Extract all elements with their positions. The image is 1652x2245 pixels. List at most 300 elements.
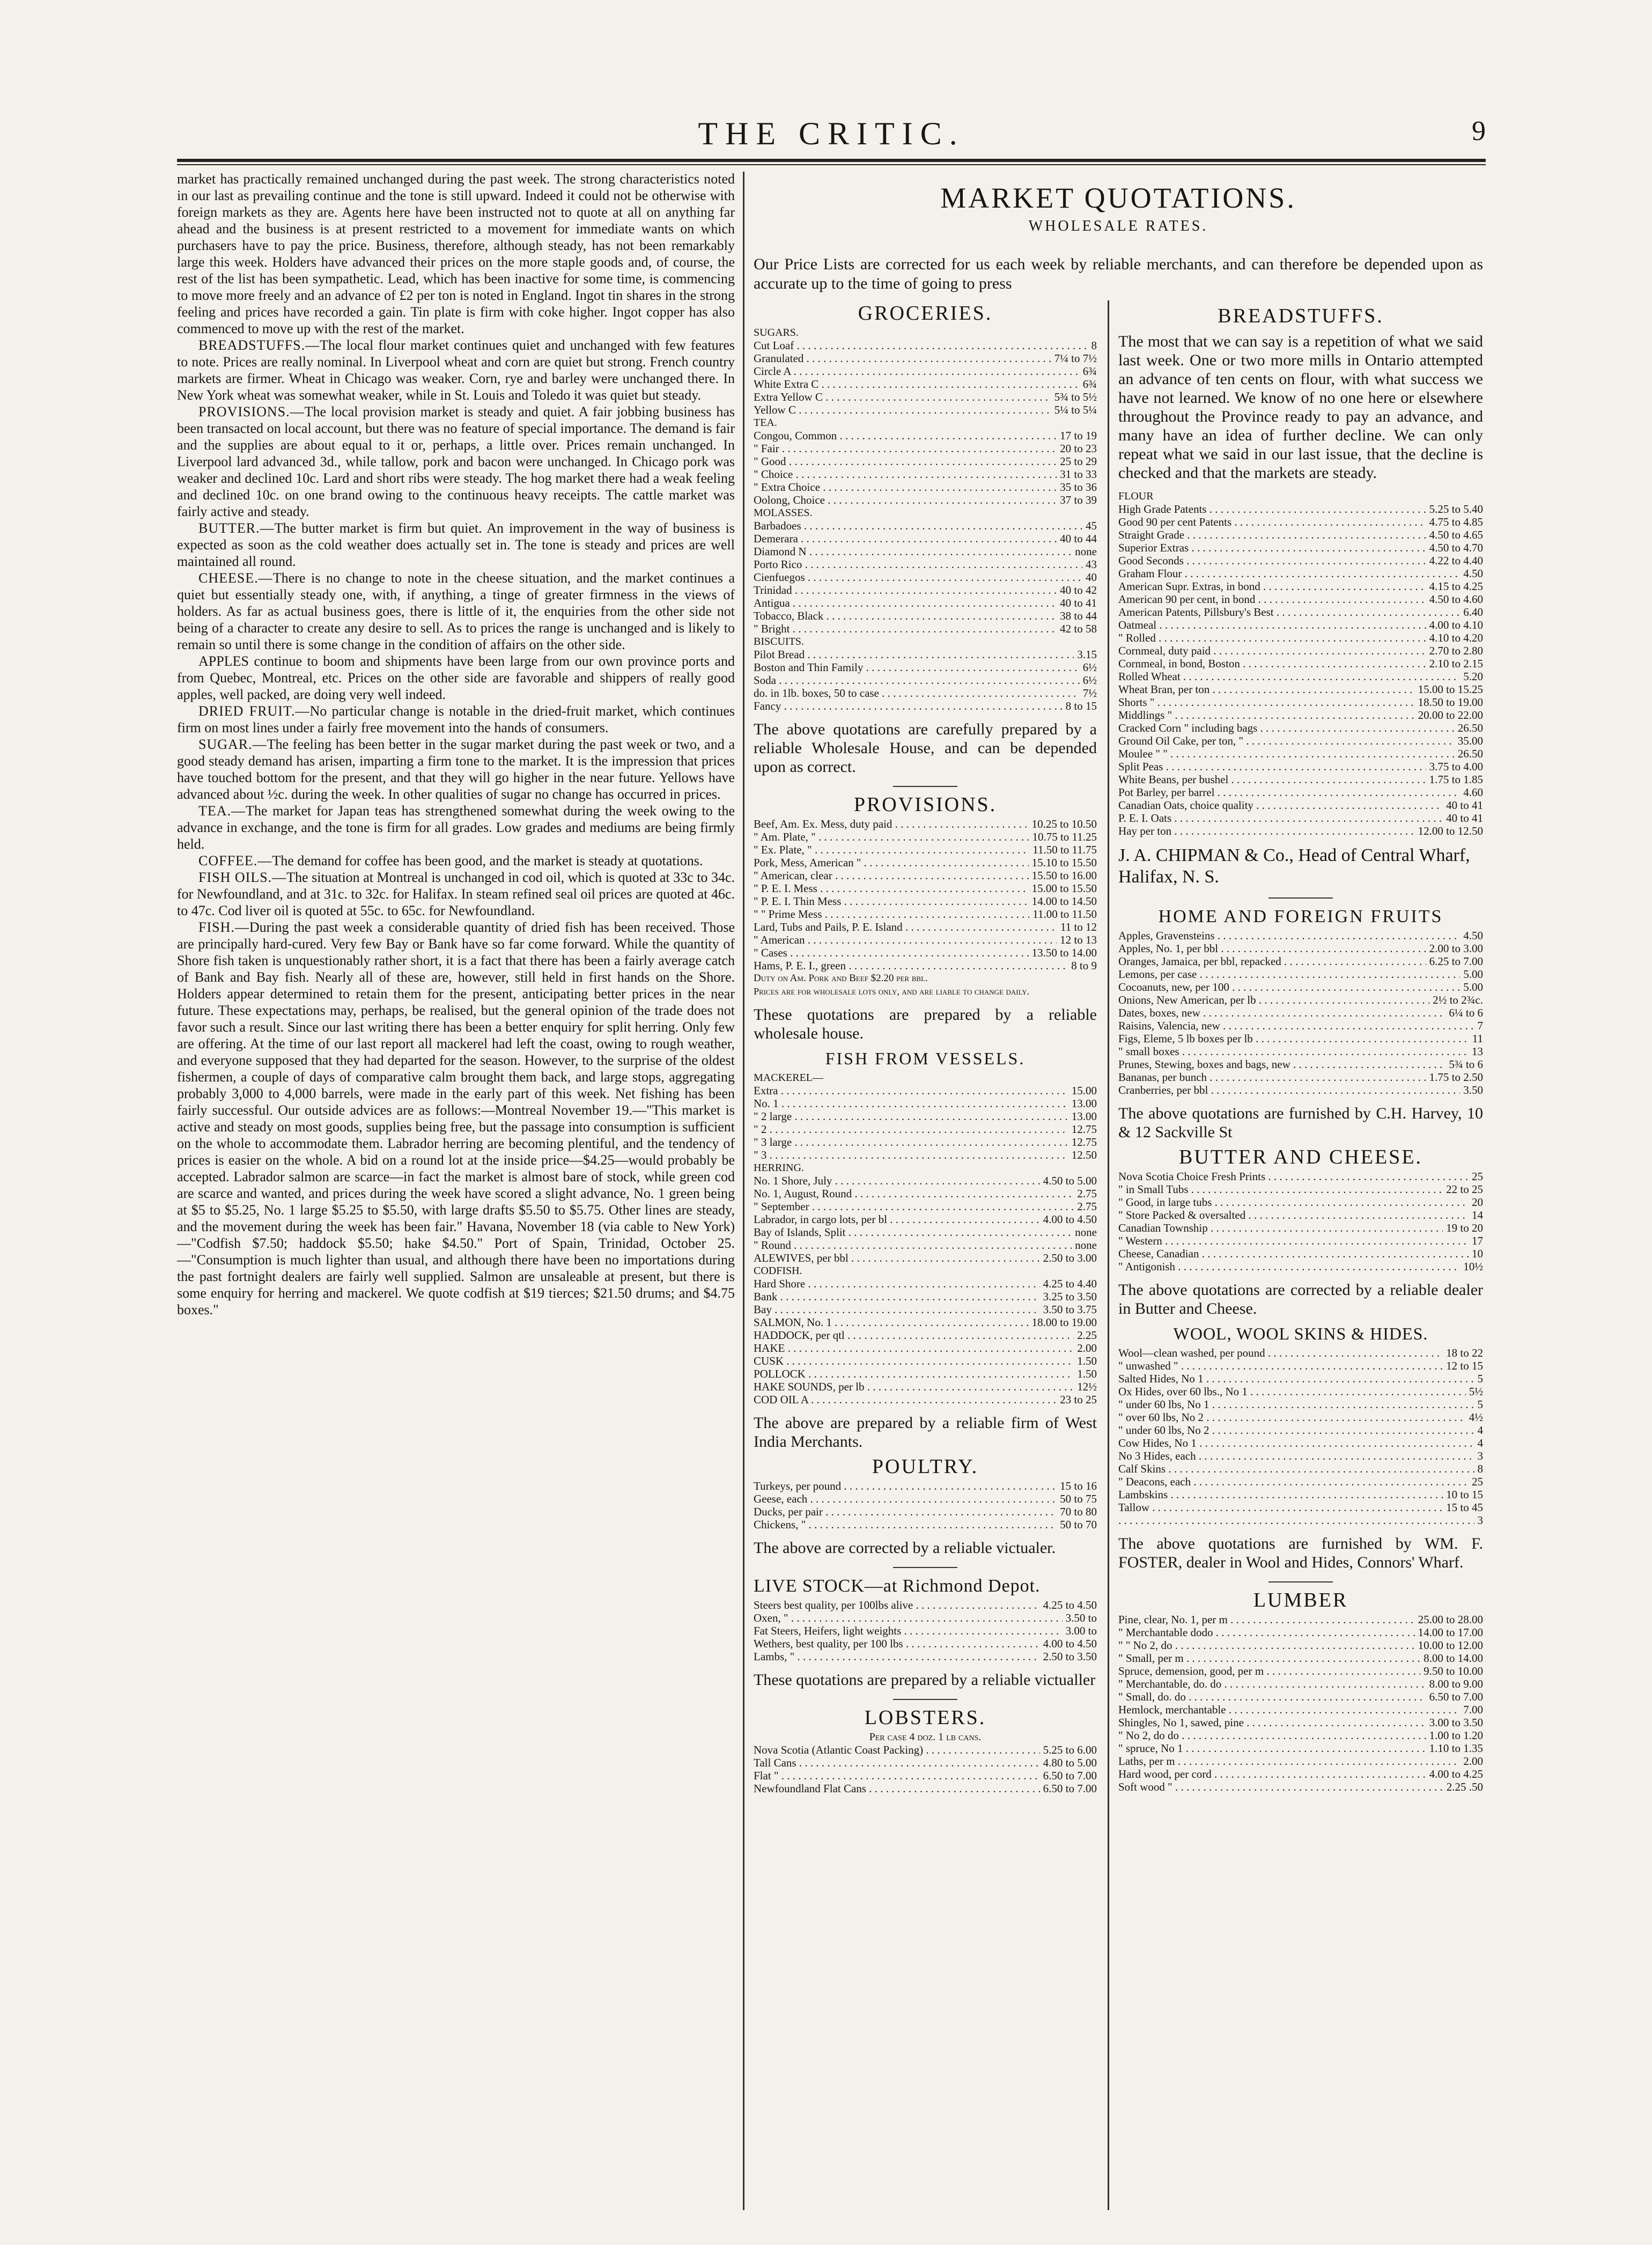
item-price: 15.00 [1071,1084,1097,1097]
price-row [754,1239,1097,1252]
price-row [754,1174,1097,1187]
item-price: 25 to 29 [1060,455,1097,468]
paragraph-dried-fruit: DRIED FRUIT.—No particular change is notable in the dried-fruit market, which continues firm on most lines under a fairly free movement into the hands of consumers. [177,703,735,735]
item-name: Cienfuegos . . . [754,571,1082,584]
item-name: Figs, Eleme, 5 lb boxes per lb . . . [1118,1032,1469,1045]
price-row [754,339,1097,352]
price-row [754,558,1097,571]
item-price: 4.75 to 4.85 [1429,516,1483,528]
market-intro: Our Price Lists are corrected for us each week by reliable merchants, and can therefore be depended upon as accurate up to the time of going to press [754,255,1483,292]
market-quotations-header [754,171,1483,240]
butter-list [1118,1170,1483,1273]
price-row [754,933,1097,946]
item-name: Cornmeal, duty paid . . . [1118,644,1426,657]
item-price: 4.25 to 4.50 [1043,1599,1097,1611]
item-name: " P. E. I. Thin Mess . . . [754,895,1029,908]
paragraph-fish-oils: FISH OILS.—The situation at Montreal is unchanged in cod oil, which is quoted at 33c to 34c. for Newfoundland, and at 31c. to 32c. for Halifax. In steam refined seal oil prices are quoted at 46c. to 47c. Cod liver oil is quoted at 55c. to 65c. for Newfoundland. [177,870,735,918]
item-price: 1.10 to 1.35 [1429,1742,1483,1755]
price-row [754,609,1097,622]
price-row [1118,1703,1483,1716]
item-name: " Cases . . . [754,946,1029,959]
item-price: 37 to 39 [1060,494,1097,506]
item-name: Pot Barley, per barrel . . . [1118,786,1460,799]
item-price: 40 to 41 [1446,799,1483,812]
price-row [1118,747,1483,760]
item-price: 4.00 to 4.10 [1429,619,1483,631]
item-price: 31 to 33 [1060,468,1097,481]
item-name: Lambskins . . . [1118,1488,1443,1501]
tea-list [754,429,1097,506]
item-name: " 2 large . . . [754,1110,1068,1123]
price-row [754,674,1097,687]
item-name: " under 60 lbs, No 2 . . . [1118,1424,1474,1437]
price-row [1118,1346,1483,1359]
breadstuffs-dealer: J. A. CHIPMAN & Co., Head of Central Wharf, Halifax, N. S. [1118,845,1470,887]
price-row [1118,541,1483,554]
item-price: 11 to 12 [1060,921,1097,933]
codfish-list [754,1277,1097,1406]
price-row [754,1277,1097,1290]
biscuits-label: BISCUITS. [754,636,804,647]
price-row [1118,1488,1483,1501]
item-price: 14.00 to 14.50 [1031,895,1097,908]
item-name: Congou, Common . . . [754,429,1057,442]
item-name: Cranberries, per bbl . . . [1118,1084,1460,1096]
flour-label: FLOUR [1118,490,1154,502]
item-price: 1.50 [1077,1355,1097,1367]
item-price: 20.00 to 22.00 [1418,709,1483,722]
item-price: 3 [1477,1514,1483,1527]
price-row [754,687,1097,700]
item-price: 12.75 [1071,1136,1097,1149]
item-price: 19 to 20 [1446,1221,1483,1234]
item-name: Canadian Township . . . [1118,1221,1443,1234]
item-price: 7½ [1082,687,1097,700]
divider [1268,897,1333,899]
wool-note: The above quotations are furnished by WM. F. FOSTER, dealer in Wool and Hides, Connors' Wharf. [1118,1535,1483,1571]
item-price: 13.00 [1071,1110,1097,1123]
price-row [1118,696,1483,709]
item-price: 10 [1472,1247,1483,1260]
item-name: " Extra Choice . . . [754,481,1057,494]
price-row [754,869,1097,882]
price-row [754,1084,1097,1097]
price-row [754,1505,1097,1518]
price-row [1118,1716,1483,1729]
item-price: 5.25 to 6.00 [1043,1743,1097,1756]
molasses-label: MOLASSES. [754,507,813,519]
item-price: 20 to 23 [1060,442,1097,455]
item-price: 10.25 to 10.50 [1031,818,1097,830]
molasses-list [754,519,1097,609]
price-row [1118,1411,1483,1424]
price-row [1118,644,1483,657]
item-price: 4.15 to 4.25 [1429,580,1483,593]
price-row [754,1200,1097,1213]
price-row [754,1303,1097,1316]
item-name: Granulated . . . [754,352,1051,365]
lumber-list [1118,1613,1483,1793]
item-name: " 2 . . . [754,1123,1068,1136]
item-price: 4.50 to 4.60 [1429,593,1483,606]
price-row [1118,760,1483,773]
item-price: 5¼ to 5¼ [1054,403,1097,416]
item-name: Nova Scotia Choice Fresh Prints . . . [1118,1170,1469,1183]
item-name: Ground Oil Cake, per ton, " . . . [1118,734,1455,747]
price-row [1118,1032,1483,1045]
codfish-label: CODFISH. [754,1265,802,1277]
item-price: 6.40 [1463,606,1483,619]
wool-heading: WOOL, WOOL SKINS & HIDES. [1173,1324,1428,1343]
item-price: 18 to 22 [1446,1346,1483,1359]
item-price: 8 to 15 [1065,700,1097,712]
paragraph-sugar: SUGAR.—The feeling has been better in the sugar market during the past week or two, and a good steady demand has arisen, imparting a firm tone to the market. It is the impression that prices have touched bottom for the present, and that they will go higher in the near future. Yellows have advanced about ½c. during the week. In other qualities of sugar no change has occurred in prices. [177,737,735,802]
item-name: " Antigonish . . . [1118,1260,1460,1273]
item-name: Tobacco, Black . . . [754,609,1057,622]
item-price: 4 [1477,1424,1483,1437]
item-name: Extra . . . [754,1084,1068,1097]
item-name: " small boxes . . . [1118,1045,1469,1058]
item-name: Dates, boxes, new . . . [1118,1006,1446,1019]
price-row [1118,1045,1483,1058]
item-name: Calf Skins . . . [1118,1462,1474,1475]
price-row [1118,1071,1483,1084]
biscuits-list [754,648,1097,712]
item-price: 7 [1477,1019,1483,1032]
price-row [754,1342,1097,1355]
item-price: 6.50 to 7.00 [1043,1769,1097,1782]
item-name: Apples, Gravensteins . . . [1118,929,1460,942]
item-name: Chickens, " . . . [754,1518,1057,1531]
item-price: 4.00 to 4.50 [1043,1637,1097,1650]
item-name: " Am. Plate, " . . . [754,830,1029,843]
item-price: 11 [1472,1032,1483,1045]
item-price: 11.00 to 11.50 [1032,908,1097,921]
item-price: 11.50 to 11.75 [1032,843,1097,856]
item-name: " Merchantable dodo . . . [1118,1626,1415,1639]
item-price: 3.50 to 3.75 [1043,1303,1097,1316]
item-price: 40 to 42 [1060,584,1097,597]
price-row [754,1611,1097,1624]
item-price: 1.75 to 2.50 [1429,1071,1483,1084]
fruits-list [1118,929,1483,1096]
item-price: 3.00 to 3.50 [1429,1716,1483,1729]
lobsters-list [754,1743,1097,1795]
wholesale-rates-subtitle: WHOLESALE RATES. [1028,218,1208,234]
item-price: 1.00 to 1.20 [1429,1729,1483,1742]
item-price: 2.75 [1077,1200,1097,1213]
item-name: Barbadoes . . . [754,519,1082,532]
item-price: 23 to 25 [1060,1393,1097,1406]
butter-note: The above quotations are corrected by a reliable dealer in Butter and Cheese. [1118,1281,1483,1317]
item-price: 14.00 to 17.00 [1418,1626,1483,1639]
price-row [1118,773,1483,786]
item-name: " Choice . . . [754,468,1057,481]
item-name: No. 1, August, Round . . . [754,1187,1074,1200]
divider [1268,1581,1333,1582]
item-name: " Small, per m . . . [1118,1652,1420,1665]
item-price: 4.00 to 4.25 [1429,1768,1483,1780]
item-name: Soda . . . [754,674,1080,687]
price-row [1118,1398,1483,1411]
provisions-note: These quotations are prepared by a reliable wholesale house. [754,1006,1097,1042]
price-row [1118,1639,1483,1652]
item-name: Onions, New American, per lb . . . [1118,993,1429,1006]
item-name: Cracked Corn " including bags . . . [1118,722,1455,734]
item-name: Labrador, in cargo lots, per bl . . . [754,1213,1040,1226]
item-price: 5½ [1469,1385,1483,1398]
item-name: " Western . . . [1118,1234,1469,1247]
item-name: " P. E. I. Mess . . . [754,882,1029,895]
item-name: Geese, each . . . [754,1492,1057,1505]
item-price: 13.00 [1071,1097,1097,1110]
item-name: " Round . . . [754,1239,1072,1252]
price-row [754,882,1097,895]
price-row [1118,1221,1483,1234]
market-quotations-title: MARKET QUOTATIONS. [940,182,1296,214]
price-row [1118,1475,1483,1488]
item-name: Cow Hides, No 1 . . . [1118,1437,1474,1449]
price-row [754,1355,1097,1367]
price-row [1118,1665,1483,1677]
lobsters-heading: LOBSTERS. [864,1706,986,1729]
item-price: 4.50 to 5.00 [1043,1174,1097,1187]
price-row [1118,567,1483,580]
paragraph-coffee: COFFEE.—The demand for coffee has been good, and the market is steady at quotations. [198,853,703,868]
item-name: Straight Grade . . . [1118,528,1426,541]
item-price: 7¼ to 7½ [1054,352,1097,365]
item-name: " Small, do. do . . . [1118,1690,1426,1703]
item-price: 4½ [1469,1411,1483,1424]
poultry-list [754,1480,1097,1531]
item-name: Soft wood " . . . [1118,1780,1443,1793]
price-row [1118,1652,1483,1665]
item-price: 25 [1472,1475,1483,1488]
item-price: 2½ to 2¾c. [1433,993,1483,1006]
item-price: 15 to 16 [1060,1480,1097,1492]
item-price: 6¼ to 6 [1449,1006,1483,1019]
item-price: 12.00 to 12.50 [1418,825,1483,837]
breadstuffs-heading: BREADSTUFFS. [1218,305,1384,327]
price-row [1118,799,1483,812]
price-row [1118,580,1483,593]
price-row [1118,722,1483,734]
price-row [1118,981,1483,993]
price-row [754,895,1097,908]
item-price: 8.00 to 9.00 [1429,1677,1483,1690]
groceries-note: The above quotations are carefully prepared by a reliable Wholesale House, and can be depended upon as correct. [754,720,1097,776]
item-price: 8 [1477,1462,1483,1475]
item-price: 12.75 [1071,1123,1097,1136]
item-name: HADDOCK, per qtl . . . [754,1329,1074,1342]
item-price: 6½ [1082,661,1097,674]
item-price: 2.00 [1077,1342,1097,1355]
item-name: No 3 Hides, each . . . [1118,1449,1474,1462]
divider [893,1699,957,1700]
item-name: HAKE . . . [754,1342,1074,1355]
item-price: 40 to 41 [1446,812,1483,825]
price-row [1118,1613,1483,1626]
price-row [1118,1768,1483,1780]
quotations-middle-column [754,298,1097,1795]
item-name: Rolled Wheat . . . [1118,670,1460,683]
fruits-heading: HOME AND FOREIGN FRUITS [1158,907,1443,926]
price-row [754,1149,1097,1161]
price-row [1118,955,1483,968]
price-row [754,584,1097,597]
fruits-note: The above quotations are furnished by C.H. Harvey, 10 & 12 Sackville St [1118,1105,1483,1141]
item-name: Flat " . . . [754,1769,1040,1782]
price-row [754,1110,1097,1123]
item-price: 15.10 to 15.50 [1031,856,1097,869]
item-name: Hard Shore . . . [754,1277,1040,1290]
item-price: 4 [1477,1437,1483,1449]
price-row [754,352,1097,365]
price-row [754,1380,1097,1393]
item-name: White Extra C . . . [754,378,1080,391]
item-name: Lard, Tubs and Pails, P. E. Island . . . [754,921,1057,933]
item-price: 50 to 75 [1060,1492,1097,1505]
item-price: 3.25 to 3.50 [1043,1290,1097,1303]
price-row [754,1480,1097,1492]
item-name: Split Peas . . . [1118,760,1426,773]
price-row [754,1518,1097,1531]
item-name: Superior Extras . . . [1118,541,1426,554]
item-name: " under 60 lbs, No 1 . . . [1118,1398,1474,1411]
item-name: Prunes, Stewing, boxes and bags, new . . . [1118,1058,1446,1071]
item-price: 3.75 to 4.00 [1429,760,1483,773]
item-name: Porto Rico . . . [754,558,1082,571]
price-row [754,391,1097,403]
item-name: Yellow C . . . [754,403,1051,416]
item-price: 10.75 to 11.25 [1032,830,1097,843]
paragraph-tea: TEA.—The market for Japan teas has strengthened somewhat during the week owing to the advance in exchange, and the tone is firm for all grades. Low grades and mediums are being firmly held. [177,803,735,852]
provisions-duty: Duty on Am. Pork and Beef $2.20 per bbl. [754,973,928,984]
item-name: ALEWIVES, per bbl . . . [754,1252,1040,1264]
divider [893,786,957,787]
item-name: Diamond N . . . [754,545,1072,558]
price-row [754,622,1097,635]
item-name [1118,1514,1474,1527]
item-price: 2.50 to 3.00 [1043,1252,1097,1264]
item-name: " " No 2, do . . . [1118,1639,1415,1652]
column-divider-right [1108,300,1109,2210]
provisions-caveat: Prices are for wholesale lots only, and are liable to change daily. [754,986,1030,997]
price-row [754,455,1097,468]
price-row [754,378,1097,391]
price-row [754,1213,1097,1226]
item-name: " 3 . . . [754,1149,1068,1161]
item-price: none [1075,545,1097,558]
item-price: 2.00 [1463,1755,1483,1768]
price-row [754,1393,1097,1406]
item-name: Nova Scotia (Atlantic Coast Packing) . . . [754,1743,1040,1756]
item-name: Tall Cans . . . [754,1756,1040,1769]
item-price: 40 to 44 [1060,532,1097,545]
item-price: 2.10 to 2.15 [1429,657,1483,670]
item-price: 17 [1472,1234,1483,1247]
item-price: 6.25 to 7.00 [1429,955,1483,968]
item-price: 12.50 [1071,1149,1097,1161]
price-row [1118,1260,1483,1273]
item-name: Lambs, " . . . [754,1650,1040,1663]
item-name: Cocoanuts, new, per 100 . . . [1118,981,1460,993]
item-name: " Good, in large tubs . . . [1118,1196,1469,1209]
price-row [754,1316,1097,1329]
price-row [1118,670,1483,683]
price-row [1118,1755,1483,1768]
item-price: 2.25 .50 [1446,1780,1483,1793]
item-price: 15.00 to 15.50 [1031,882,1097,895]
price-row [1118,1359,1483,1372]
item-price: 35.00 [1457,734,1483,747]
item-price: 4.60 [1463,786,1483,799]
paragraph-fish: FISH.—During the past week a considerable quantity of dried fish has been received. Those are principally hard-cured. Very few Bay or Bank have so far come forward. While the quantity of Shore fish taken is unquestionably rather short, it is a fact that there has been a fairly average catch of Bank and Bay fish. Nearly all of these are, however, still held in first hands on the Shore. Holders appear determined to retain them for the present, anticipating better prices in the near future. These expectations may, perhaps, be realised, but the general opinion of the trade does not favor such a result. Since our last writing there has been a better enquiry for split herring. Only few are offering. At the time of our last report all mackerel had left the coast, owing to rough weather, and everyone supposed that they had departed for the season. However, to the surprise of the oldest fishermen, a couple of days of comparative calm brought them back, and large stops, aggregating probably 3,000 to 4,000 barrels, were made in the early part of this week. Net fishing has been fairly successful. Our outside advices are as follows:—Montreal November 19.—"This market is active and steady on most goods, supplies being free, but the passage into consumption is sufficient on the whole to accommodate them. Labrador herring are becoming plentiful, and the tendency of prices is easier on the whole. A bid on a round lot at the inside price—$4.25—would probably be accepted. Labrador salmon are scarce—in fact the market is almost bare of stock, while green cod are scarce and wanted, and prices during the week have scored a slight advance, No. 1 green being at $5 to $5.25, No. 1 large $5.25 to $5.50, with large drafts $5.50 to $5.75. Other lines are steady, and the movement during the week has been fair." Havana, November 18 (via cable to New York)—"Codfish $7.50; haddock $5.50; hake $4.50." Port of Spain, Trinidad, October 25.—"Consumption is much lighter than usual, and although there have been no importations during the past fortnight dealers are fairly well supplied. Salmon are unsaleable at present, but there is some enquiry for herring and mackerel. We quote codfish at $19 tierces; $21.50 drums; and $4.75 boxes." [177,919,735,1317]
item-price: 42 to 58 [1060,622,1097,635]
newspaper-title: THE CRITIC. [698,116,965,151]
item-name: Shingles, No 1, sawed, pine . . . [1118,1716,1426,1729]
price-row [1118,993,1483,1006]
item-name: Ox Hides, over 60 lbs., No 1 . . . [1118,1385,1466,1398]
item-price: 10½ [1463,1260,1483,1273]
price-row [1118,1385,1483,1398]
price-row [754,648,1097,661]
divider [893,1567,957,1568]
price-row [1118,516,1483,528]
item-name: Wheat Bran, per ton . . . [1118,683,1415,696]
item-name: No. 1 . . . [754,1097,1068,1110]
price-row [1118,1677,1483,1690]
item-name: Spruce, demension, good, per m . . . [1118,1665,1420,1677]
item-price: 4.80 to 5.00 [1043,1756,1097,1769]
item-name: " American . . . [754,933,1057,946]
item-name: Oatmeal . . . [1118,619,1426,631]
item-name: Bay of Islands, Split . . . [754,1226,1072,1239]
price-row [1118,593,1483,606]
item-price: 4.10 to 4.20 [1429,631,1483,644]
fish-note: The above are prepared by a reliable firm of West India Merchants. [754,1414,1097,1451]
item-name: Bank . . . [754,1290,1040,1303]
price-row [754,1624,1097,1637]
item-price: 8.00 to 14.00 [1424,1652,1483,1665]
item-price: 2.50 to 3.50 [1043,1650,1097,1663]
item-name: Good Seconds . . . [1118,554,1426,567]
price-row [754,946,1097,959]
item-name: Apples, No. 1, per bbl . . . [1118,942,1426,955]
poultry-note: The above are corrected by a reliable victualer. [754,1539,1056,1557]
item-price: 18.00 to 19.00 [1031,1316,1097,1329]
paragraph-hardware: market has practically remained unchanged during the past week. The strong characteristics noted in our last as prevailing continue and the tone is still upward. Indeed it could not be otherwise with foreign markets as they are. Agents here have been instructed not to quote at all on anything far ahead and the business is at present restricted to a movement for immediate wants on which purchasers have to pay the price. Business, therefore, although steady, has not been remarkably large this week. Holders have advanced their prices on the more staple goods and, of course, the rest of the list has been sympathetic. Lead, which has been inactive for some time, is commencing to move more freely and an advance of £2 per ton is noted in England. Ingot tin shares in the strong feeling and prices have recorded a gain. Tin plate is firm with coke higher. Ingot copper has also commenced to move up with the rest of the market. [177,171,735,336]
item-price: 6.50 to 7.00 [1429,1690,1483,1703]
item-name: Cheese, Canadian . . . [1118,1247,1469,1260]
price-row [1118,968,1483,981]
price-row [1118,606,1483,619]
item-price: 17 to 19 [1060,429,1097,442]
price-row [754,1123,1097,1136]
item-name: " Ex. Plate, " . . . [754,843,1029,856]
price-row [754,1650,1097,1663]
item-name: Canadian Oats, choice quality . . . [1118,799,1443,812]
market-report-column [177,171,735,1318]
price-row [1118,1170,1483,1183]
item-name: Hard wood, per cord . . . [1118,1768,1426,1780]
price-row [1118,1247,1483,1260]
item-name: Boston and Thin Family . . . [754,661,1080,674]
item-name: Demerara . . . [754,532,1057,545]
item-price: 5¾ to 6 [1449,1058,1483,1071]
item-name: Laths, per m . . . [1118,1755,1460,1768]
sugars-list [754,339,1097,416]
